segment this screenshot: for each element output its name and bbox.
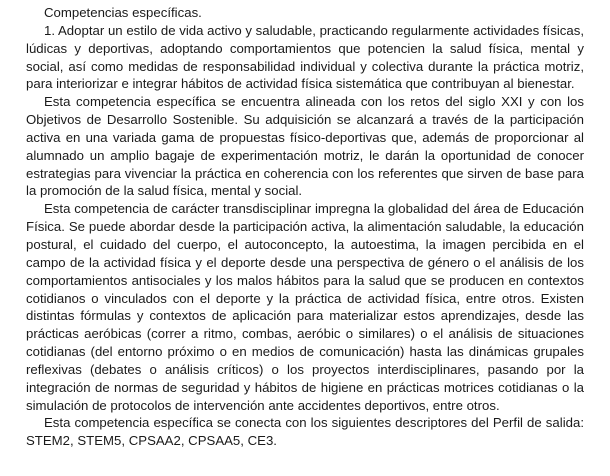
paragraph-alineacion-ods: Esta competencia específica se encuentra alineada con los retos del siglo XXI y con los Objetivos de Desarrollo Sostenible. Su adquisición se alcanzará a través de la participación activa en una variada gama de propuestas físico-deportivas que, además de proporcionar al alumnado un amplio bagaje de experimentación motriz, le darán la oportunidad de conocer estrategias para vivenciar la práctica en coherencia con los referentes que sirven de base para la promoción de la salud física, mental y social.	[26, 94, 584, 199]
paragraph-competencia-1: 1. Adoptar un estilo de vida activo y saludable, practicando regularmente actividades físicas, lúdicas y deportivas, adoptando comportamientos que potencien la salud física, mental y social, así como medidas de responsabilidad individual y colectiva durante la práctica motriz, para interiorizar e integrar hábitos de actividad física sistemática que contribuyan al bienestar.	[26, 22, 584, 92]
paragraph-caracter-transdisciplinar: Esta competencia de carácter transdisciplinar impregna la globalidad del área de Educación Física. Se puede abordar desde la participación activa, la alimentación saludable, la educación postural, el cuidado del cuerpo, el autoconcepto, la autoestima, la imagen percibida en el campo de la actividad física y el deporte desde una perspectiva de género o el análisis de los comportamientos antisociales y los malos hábitos para la salud que se producen en contextos cotidianos o vinculados con el deporte y la práctica de actividad física, entre otros. Existen distintas fórmulas y contextos de aplicación para materializar estos aprendizajes, desde las prácticas aeróbicas (correr a ritmo, combas, aeróbic o similares) o el análisis de situaciones cotidianas (del entorno próximo o en medios de comunicación) hasta las dinámicas grupales reflexivas (debates o análisis críticos) o los proyectos interdisciplinares, pasando por la integración de normas de seguridad y hábitos de higiene en prácticas motrices cotidianas o la simulación de protocolos de intervención ante accidentes deportivos, entre otros.	[26, 201, 584, 413]
paragraph-heading-competencias-especificas: Competencias específicas.	[44, 5, 202, 20]
paragraph-descriptores-perfil-salida: Esta competencia específica se conecta con los siguientes descriptores del Perfil de salida: STEM2, STEM5, CPSAA2, CPSAA5, CE3.	[26, 415, 584, 449]
document-body	[26, 4, 584, 450]
